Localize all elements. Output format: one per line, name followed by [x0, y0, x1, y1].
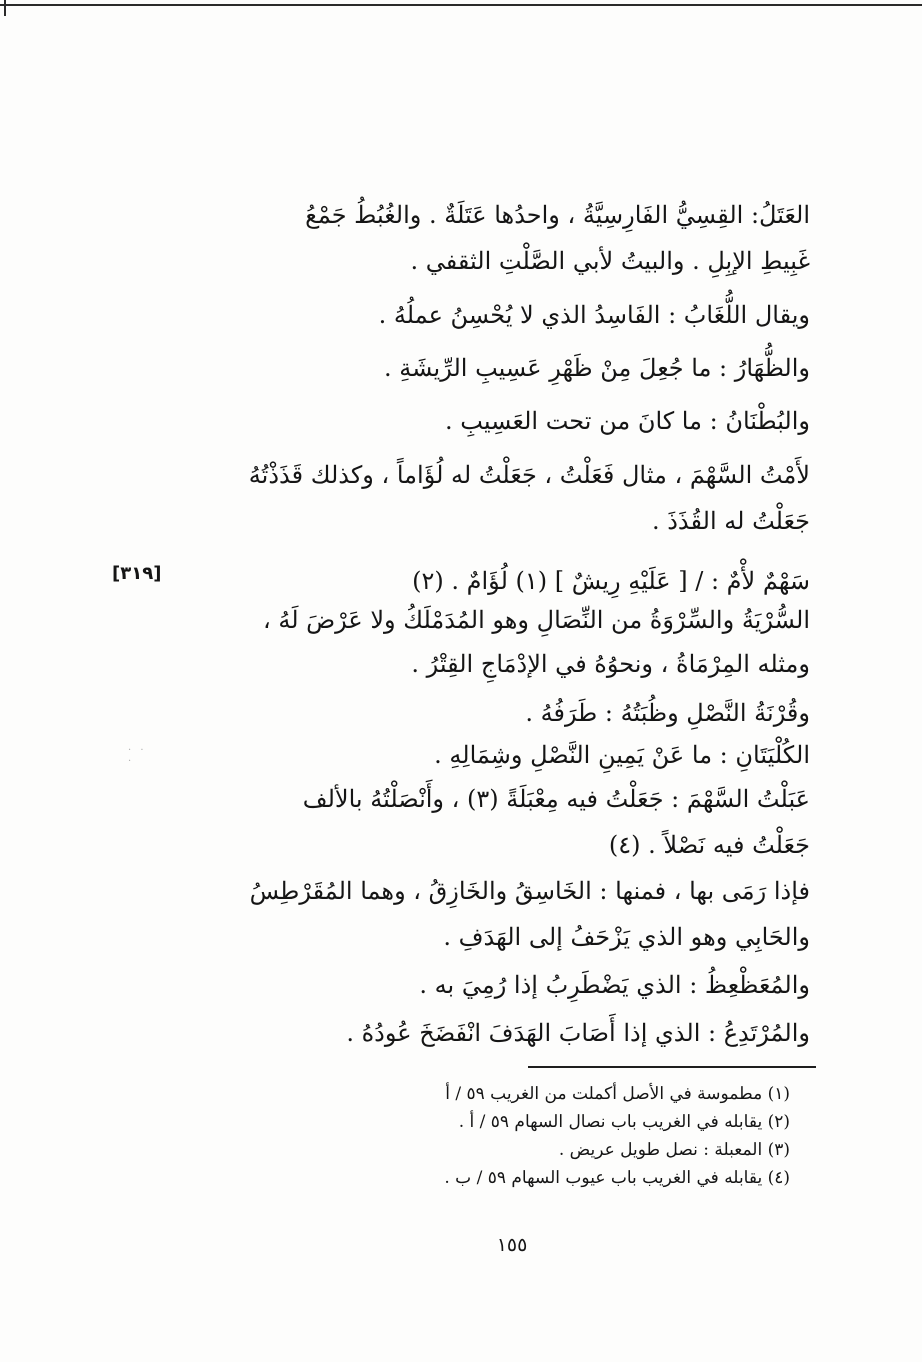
page-number: ١٥٥ — [496, 1234, 528, 1256]
margin-folio-marker: [٣١٩] — [112, 563, 162, 584]
text-line: ومثله المِرْمَاةُ ، ونحوُهُ في الإدْمَاجِ القِتْرُ . — [411, 650, 810, 678]
text-line: ويقال اللُّغَابُ : الفَاسِدُ الذي لا يُحْسِنُ عملُهُ . — [378, 301, 810, 329]
footnote: (١) مطموسة في الأصل أكملت من الغريب ٥٩ / أ — [445, 1084, 790, 1104]
text-line: والبُطْنَانُ : ما كانَ من تحت العَسِيبِ . — [445, 407, 810, 435]
footnote: (٤) يقابله في الغريب باب عيوب السهام ٥٩ / ب . — [444, 1168, 790, 1188]
paragraph-atal — [160, 192, 810, 284]
text-line: الكُلْيَتَانِ : ما عَنْ يَمِينِ النَّصْلِ وشِمَالِهِ . — [434, 741, 810, 769]
margin-speck: · · · — [128, 745, 147, 767]
paragraph-abalt — [160, 776, 810, 868]
text-line: فإذا رَمَى بها ، فمنها : الخَاسِقُ والخَازِقُ ، وهما المُقَرْطِسُ — [249, 877, 810, 905]
text-line: وقُرْنَةُ النَّصْلِ وظُبَتُهُ : طَرَفُهُ . — [525, 699, 810, 727]
text-line: لأَمْتُ السَّهْمَ ، مثال فَعَلْتُ ، جَعَلْتُ له لُؤَاماً ، وكذلك قَذَذْتُهُ — [248, 461, 810, 489]
paragraph-lamt — [160, 452, 810, 544]
footnote: (٣) المعبلة : نصل طويل عريض . — [558, 1140, 790, 1160]
text-line: جَعَلْتُ له القُذَذَ . — [651, 507, 810, 535]
footnote: (٢) يقابله في الغريب باب نصال السهام ٥٩ / أ . — [458, 1112, 790, 1132]
text-line: والحَابِي وهو الذي يَزْحَفُ إلى الهَدَفِ . — [443, 923, 810, 951]
scan-edge-left — [4, 0, 6, 16]
text-line: والمُعَظْعِظُ : الذي يَضْطَرِبُ إذا رُمِيَ به . — [419, 971, 810, 999]
text-line: عَبَلْتُ السَّهْمَ : جَعَلْتُ فيه مِعْبَلَةً (٣) ، وأَنْصَلْتُهُ بالألف — [302, 785, 810, 813]
footnote-separator — [528, 1066, 816, 1068]
scan-edge-top — [0, 4, 922, 6]
footnotes — [290, 1080, 790, 1192]
text-line: جَعَلْتُ فيه نَصْلاً . (٤) — [608, 831, 810, 859]
text-line: والظُّهَارُ : ما جُعِلَ مِنْ ظَهْرِ عَسِيبِ الرِّيشَةِ . — [384, 354, 810, 382]
paragraph-sirya — [160, 598, 810, 686]
text-line: والمُرْتَدِعُ : الذي إذا أَصَابَ الهَدَفَ انْفَضَخَ عُودُهُ . — [346, 1019, 810, 1047]
text-line: السُّرْيَةُ والسِّرْوَةُ من النِّصَالِ وهو المُدَمْلَكُ ولا عَرْضَ لَهُ ، — [262, 606, 810, 634]
text-line: غَبِيطِ الإبِلِ . والبيتُ لأبي الصَّلْتِ الثقفي . — [410, 247, 810, 275]
text-line: سَهْمٌ لأْمٌ : / [ عَلَيْهِ رِيشٌ ] (١) لُؤَامٌ . (٢) — [412, 567, 810, 595]
text-line: العَتَلُ: القِسِيُّ الفَارِسِيَّةُ ، واحدُها عَتَلَةٌ . والغُبُطُ جَمْعُ — [305, 201, 810, 229]
paragraph-ramy — [160, 868, 810, 960]
